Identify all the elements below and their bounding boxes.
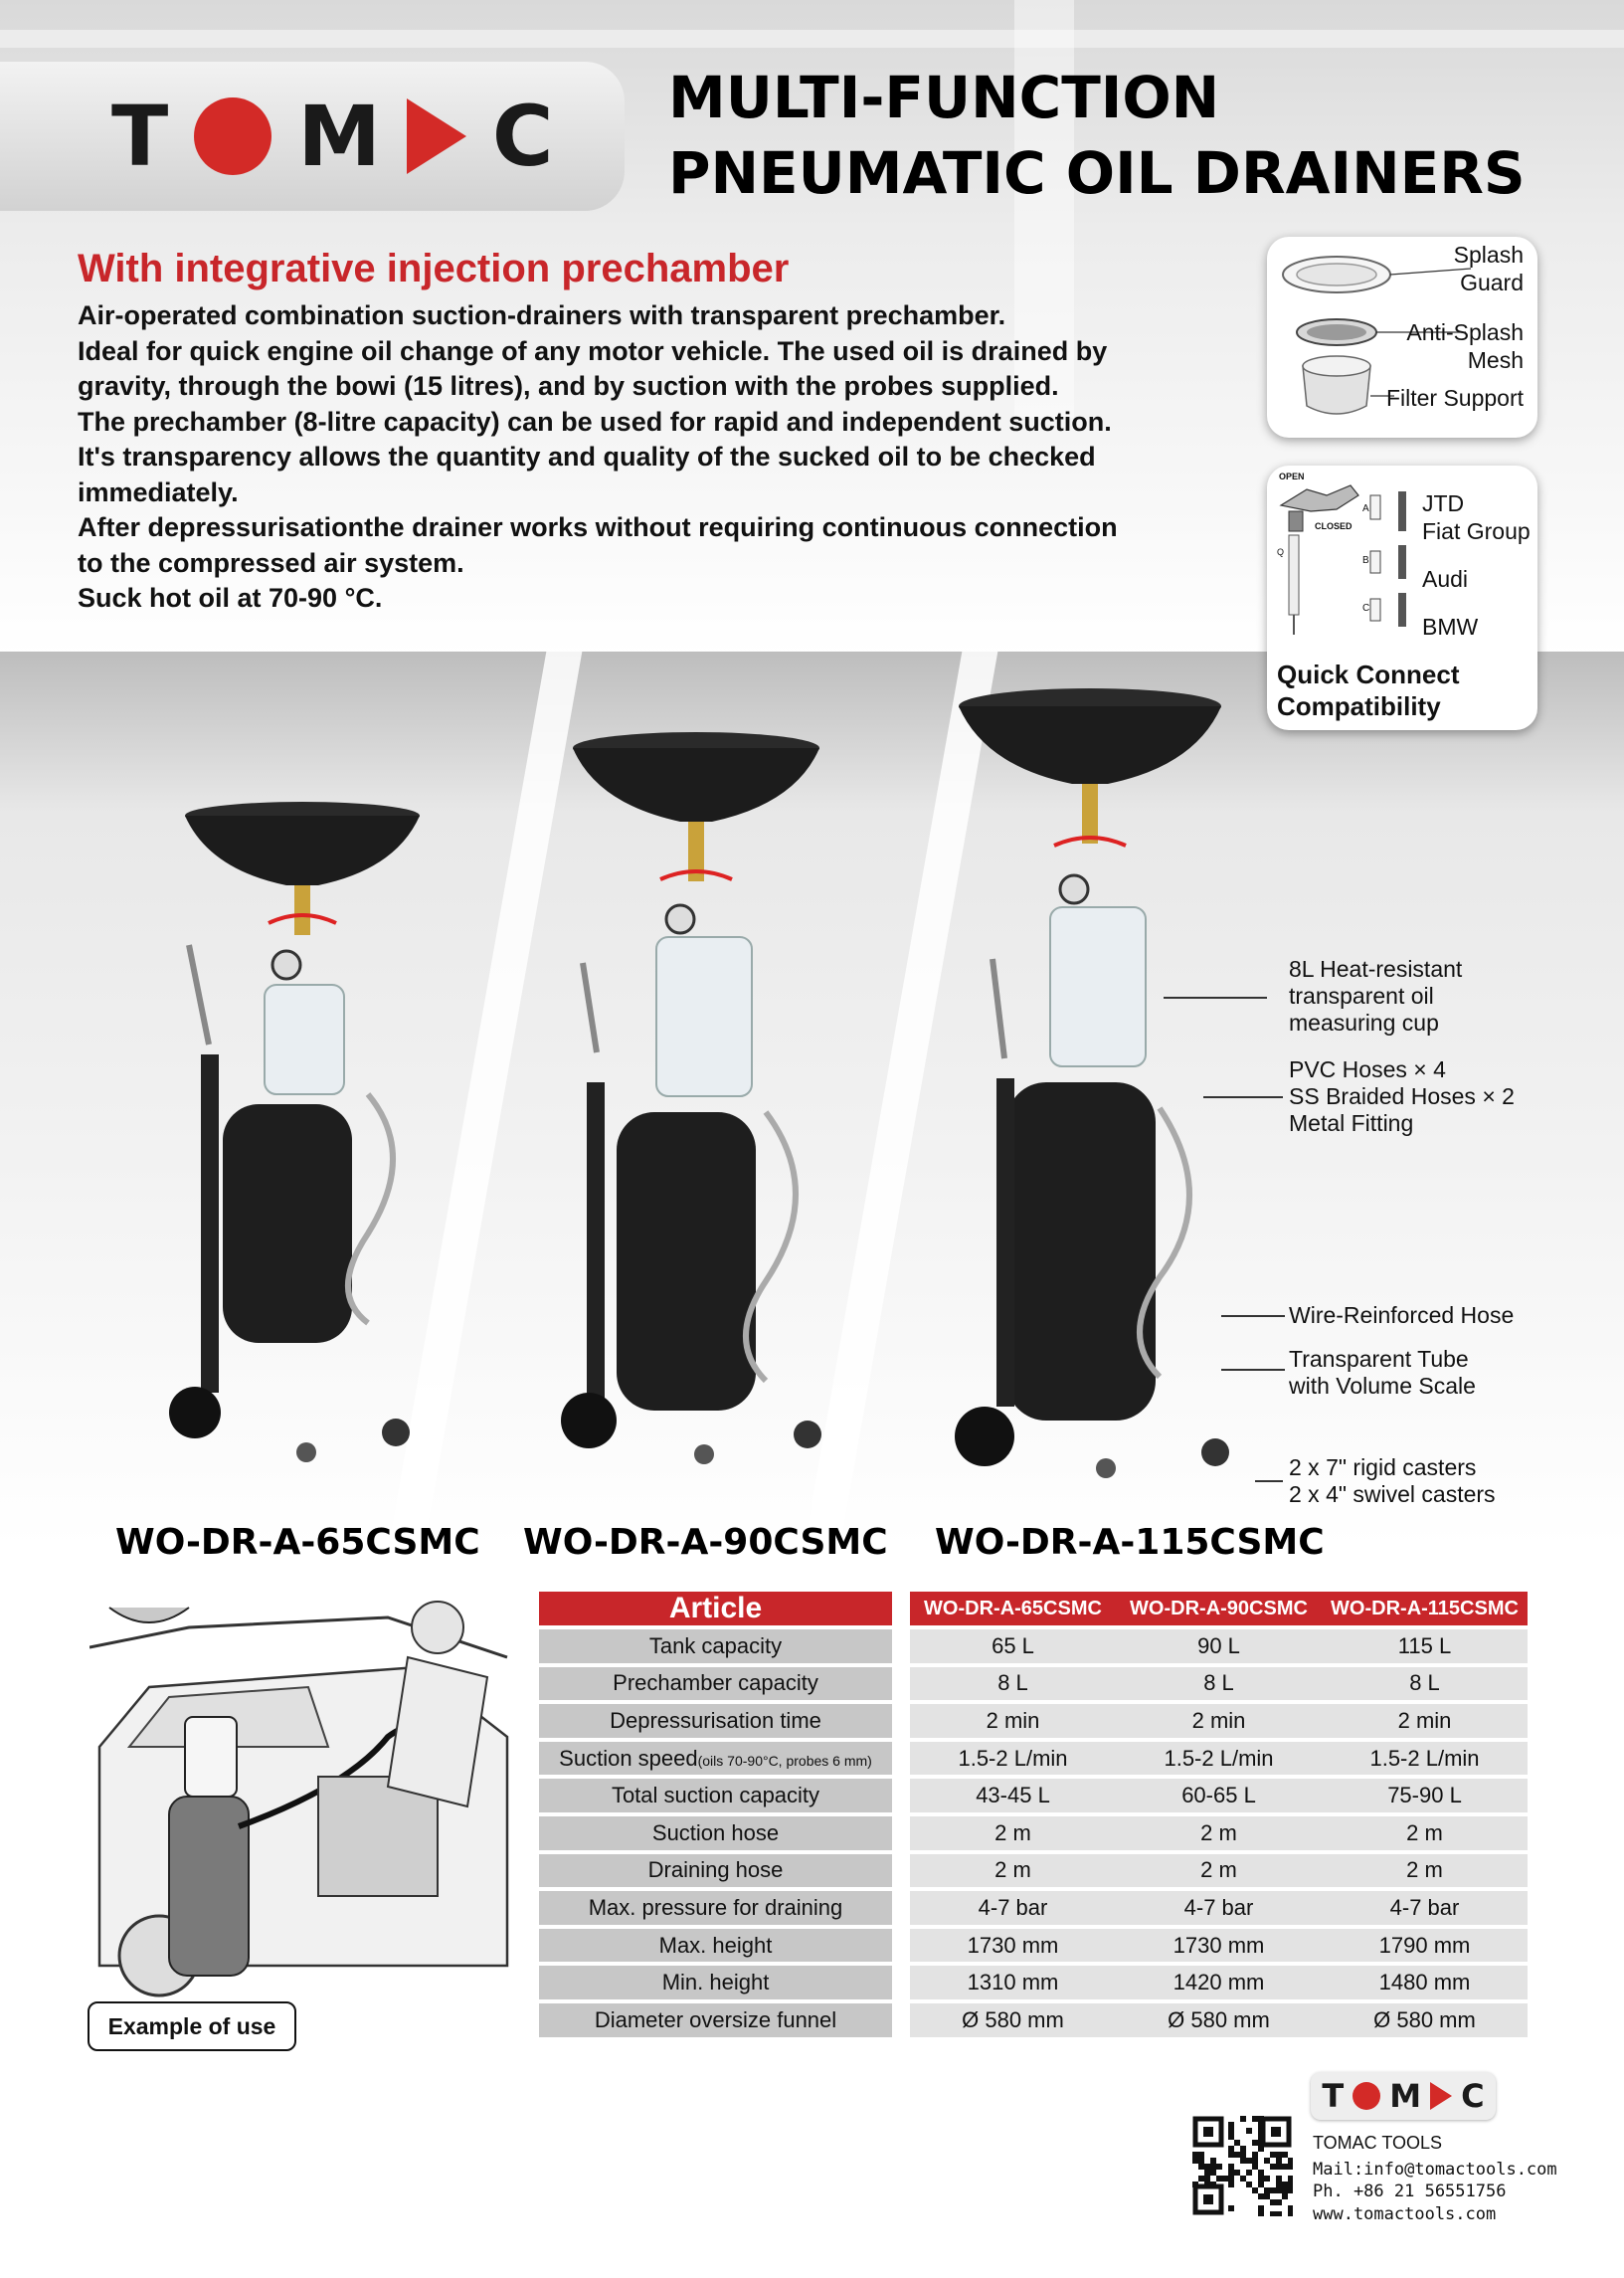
filter-accessories-card <box>1267 237 1537 438</box>
model-name-65: WO-DR-A-65CSMC <box>115 1522 480 1563</box>
table-cell: 8 L <box>1322 1667 1528 1701</box>
callout-line <box>1221 1315 1285 1317</box>
callout-line <box>1221 1369 1285 1371</box>
product-description: Air-operated combination suction-drainers with transparent prechamber. Ideal for quick engine oil change of any motor vehicle. The used oil is drained by gravity, through the bowi (15 litres), and by suction with the probes supplied. The prechamber (8-litre capacity) can be used for rapid and independent suction. It's transparency allows the quantity and quality of the sucked oil to be checked immediately. After depressurisationthe drainer works without requiring continuous connection to the compressed air system. Suck hot oil at 70-90 °C. <box>78 300 1118 613</box>
callout-line <box>1255 1480 1283 1482</box>
table-cell: 2 m <box>1116 1816 1322 1850</box>
table-header-model: WO-DR-A-65CSMC <box>910 1592 1116 1625</box>
table-cell: 65 L <box>910 1629 1116 1663</box>
table-row-label: Total suction capacity <box>539 1779 892 1812</box>
table-cell: 2 m <box>1116 1854 1322 1888</box>
table-row-label: Depressurisation time <box>539 1704 892 1738</box>
table-cell: 1730 mm <box>1116 1929 1322 1963</box>
table-row <box>539 1929 1528 1963</box>
page-title: MULTI-FUNCTION PNEUMATIC OIL DRAINERS <box>668 64 1526 207</box>
quick-connect-illustration <box>1267 466 1426 645</box>
table-cell: 8 L <box>910 1667 1116 1701</box>
table-row-label: Draining hose <box>539 1854 892 1888</box>
table-row <box>539 1854 1528 1888</box>
callout-hoses: PVC Hoses × 4 SS Braided Hoses × 2 Metal Fitting <box>1289 1056 1515 1136</box>
table-row-label: Suction hose <box>539 1816 892 1850</box>
svg-text:Q: Q <box>1277 547 1285 557</box>
table-cell: 1420 mm <box>1116 1966 1322 1999</box>
table-row-label: Prechamber capacity <box>539 1667 892 1701</box>
table-cell: 75-90 L <box>1322 1779 1528 1812</box>
table-cell: 1730 mm <box>910 1929 1116 1963</box>
table-row-label: Diameter oversize funnel <box>539 2003 892 2037</box>
example-of-use-label: Example of use <box>88 2001 296 2051</box>
table-body <box>539 1629 1528 2037</box>
product-image-115 <box>941 680 1239 1496</box>
callout-measuring-cup: 8L Heat-resistant transparent oil measuring cup <box>1289 956 1463 1036</box>
footer-logo: T M C <box>1311 2072 1496 2120</box>
table-cell: 2 m <box>910 1854 1116 1888</box>
table-row <box>539 1629 1528 1663</box>
table-cell: 115 L <box>1322 1629 1528 1663</box>
table-cell: Ø 580 mm <box>1322 2003 1528 2037</box>
table-row <box>539 1704 1528 1738</box>
anti-splash-mesh-label: Anti-Splash Mesh <box>1406 319 1524 373</box>
table-cell: 1310 mm <box>910 1966 1116 1999</box>
table-cell: 4-7 bar <box>910 1891 1116 1925</box>
table-header-model: WO-DR-A-115CSMC <box>1322 1592 1528 1625</box>
specification-table <box>539 1588 1528 2041</box>
svg-text:B: B <box>1362 555 1369 566</box>
company-name: TOMAC TOOLS <box>1313 2133 1443 2153</box>
svg-text:CLOSED: CLOSED <box>1315 521 1353 531</box>
table-cell: 1.5-2 L/min <box>1116 1742 1322 1776</box>
table-cell: 4-7 bar <box>1322 1891 1528 1925</box>
table-cell: 2 m <box>1322 1854 1528 1888</box>
callout-casters: 2 x 7" rigid casters 2 x 4" swivel casters <box>1289 1454 1496 1507</box>
bmw-label: BMW <box>1422 614 1479 640</box>
example-of-use-illustration <box>90 1588 517 2015</box>
contact-info <box>1313 2132 1557 2225</box>
table-cell: 2 min <box>1116 1704 1322 1738</box>
callout-wire-hose: Wire-Reinforced Hose <box>1289 1302 1515 1328</box>
table-cell: 60-65 L <box>1116 1779 1322 1812</box>
table-cell: 1480 mm <box>1322 1966 1528 1999</box>
quick-connect-title: Quick Connect Compatibility <box>1277 660 1460 721</box>
table-row-label: Min. height <box>539 1966 892 1999</box>
audi-label: Audi <box>1422 566 1469 592</box>
table-cell: Ø 580 mm <box>1116 2003 1322 2037</box>
callout-line <box>1164 997 1267 999</box>
callout-line <box>1203 1096 1283 1098</box>
table-row-label: Max. height <box>539 1929 892 1963</box>
table-cell: 90 L <box>1116 1629 1322 1663</box>
table-header-model: WO-DR-A-90CSMC <box>1116 1592 1322 1625</box>
table-row <box>539 1742 1528 1776</box>
callout-transparent-tube: Transparent Tube with Volume Scale <box>1289 1346 1476 1399</box>
qr-code <box>1191 2115 1293 2216</box>
table-cell: 2 min <box>910 1704 1116 1738</box>
table-row-note: (oils 70-90°C, probes 6 mm) <box>697 1752 872 1769</box>
product-image-90 <box>557 724 835 1500</box>
product-image-65 <box>169 796 428 1492</box>
svg-text:A: A <box>1362 503 1369 514</box>
table-cell: 2 m <box>1322 1816 1528 1850</box>
table-cell: 1790 mm <box>1322 1929 1528 1963</box>
model-name-115: WO-DR-A-115CSMC <box>935 1522 1325 1563</box>
table-cell: 1.5-2 L/min <box>910 1742 1116 1776</box>
filter-support-label: Filter Support <box>1385 385 1524 411</box>
model-name-90: WO-DR-A-90CSMC <box>523 1522 888 1563</box>
table-row <box>539 1667 1528 1701</box>
table-row-label: Tank capacity <box>539 1629 892 1663</box>
table-row <box>539 1816 1528 1850</box>
contact-website[interactable]: www.tomactools.com <box>1313 2203 1497 2224</box>
table-row <box>539 2003 1528 2037</box>
table-cell: 4-7 bar <box>1116 1891 1322 1925</box>
table-cell: 2 m <box>910 1816 1116 1850</box>
table-row-label: Max. pressure for draining <box>539 1891 892 1925</box>
table-row <box>539 1779 1528 1812</box>
contact-email[interactable]: Mail:info@tomactools.com <box>1313 2159 1557 2180</box>
table-cell: 8 L <box>1116 1667 1322 1701</box>
section-subtitle: With integrative injection prechamber <box>78 247 790 290</box>
svg-text:OPEN: OPEN <box>1279 472 1305 481</box>
table-cell: Ø 580 mm <box>910 2003 1116 2037</box>
table-row <box>539 1966 1528 1999</box>
quick-connect-card <box>1267 466 1537 730</box>
table-row-label: Suction speed(oils 70-90°C, probes 6 mm) <box>539 1742 892 1776</box>
table-header-article: Article <box>539 1592 892 1625</box>
table-cell: 43-45 L <box>910 1779 1116 1812</box>
svg-text:C: C <box>1362 603 1370 614</box>
splash-guard-label: Splash Guard <box>1453 242 1524 295</box>
jtd-fiat-label: JTD Fiat Group <box>1422 490 1531 544</box>
table-row <box>539 1891 1528 1925</box>
contact-phone: Ph. +86 21 56551756 <box>1313 2182 1507 2201</box>
table-cell: 2 min <box>1322 1704 1528 1738</box>
brand-logo: T M C <box>111 88 554 185</box>
ceiling-beam <box>0 30 1624 48</box>
table-cell: 1.5-2 L/min <box>1322 1742 1528 1776</box>
table-header-row <box>539 1592 1528 1625</box>
